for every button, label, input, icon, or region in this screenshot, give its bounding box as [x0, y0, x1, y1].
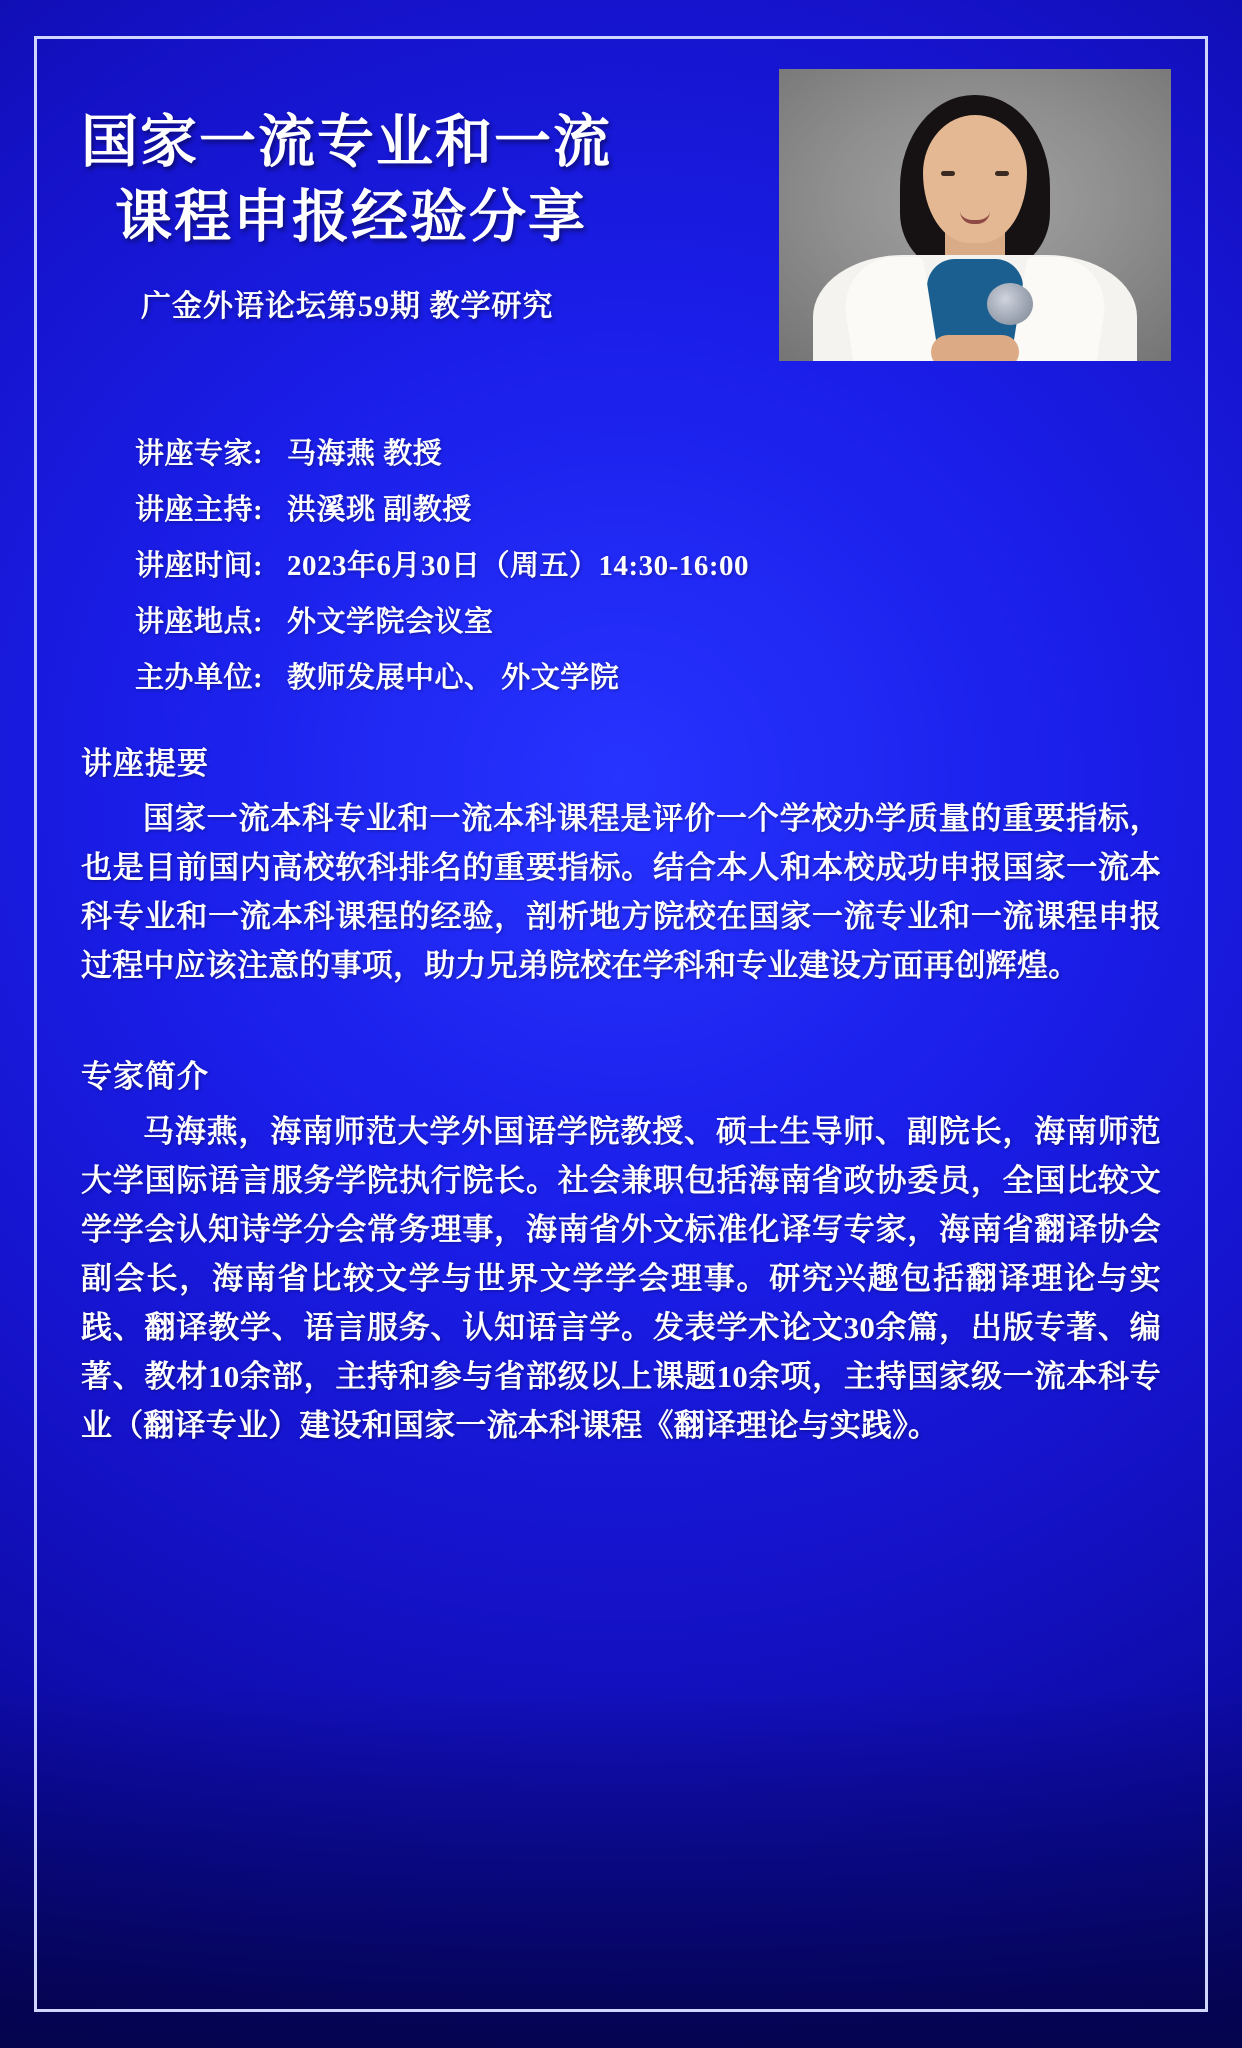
- poster-subtitle: 广金外语论坛第59期 教学研究: [141, 290, 554, 324]
- info-row-organizer: [135, 655, 1161, 696]
- portrait-hands: [931, 335, 1019, 361]
- poster-header: [81, 69, 1161, 369]
- info-value-time: 2023年6月30日（周五）14:30-16:00: [287, 550, 749, 582]
- info-label-speaker: 讲座专家:: [135, 438, 264, 470]
- info-label-time: 讲座时间:: [135, 550, 264, 582]
- poster-title-line-2: 课程申报经验分享: [115, 186, 587, 250]
- abstract-section: [81, 738, 1161, 991]
- info-label-organizer: 主办单位:: [135, 662, 264, 694]
- info-row-speaker: [135, 431, 1161, 472]
- info-row-time: [135, 543, 1161, 584]
- bio-section: [81, 1051, 1161, 1451]
- abstract-title: 讲座提要: [81, 746, 209, 781]
- poster-frame: [34, 36, 1208, 2012]
- info-value-host: 洪溪珧 副教授: [287, 494, 472, 526]
- event-info-list: [81, 431, 1161, 696]
- info-value-location: 外文学院会议室: [287, 606, 494, 638]
- title-block: [81, 69, 1161, 325]
- info-value-speaker: 马海燕 教授: [287, 438, 443, 470]
- abstract-body: 国家一流本科专业和一流本科课程是评价一个学校办学质量的重要指标，也是目前国内高校软科排名的重要指标。结合本人和本校成功申报国家一流本科专业和一流本科课程的经验，剖析地方院校在国家一流专业和一流课程申报过程中应该注意的事项，助力兄弟院校在学科和专业建设方面再创辉煌。: [81, 801, 1161, 983]
- poster-title-line-1: 国家一流专业和一流: [81, 111, 612, 174]
- info-row-location: [135, 599, 1161, 640]
- info-value-organizer: 教师发展中心、 外文学院: [287, 662, 620, 694]
- info-label-location: 讲座地点:: [135, 606, 264, 638]
- info-label-host: 讲座主持:: [135, 494, 264, 526]
- info-row-host: [135, 487, 1161, 528]
- bio-title: 专家简介: [81, 1058, 209, 1094]
- bio-body: 马海燕，海南师范大学外国语学院教授、硕士生导师、副院长，海南师范大学国际语言服务学院执行院长。社会兼职包括海南省政协委员，全国比较文学学会认知诗学分会常务理事，海南省外文标准化译写专家，海南省翻译协会副会长，海南省比较文学与世界文学学会理事。研究兴趣包括翻译理论与实践、翻译教学、语言服务、认知语言学。发表学术论文30余篇，出版专著、编著、教材10余部，主持和参与省部级以上课题10余项，主持国家级一流本科专业（翻译专业）建设和国家一流本科课程《翻译理论与实践》。: [81, 1113, 1161, 1443]
